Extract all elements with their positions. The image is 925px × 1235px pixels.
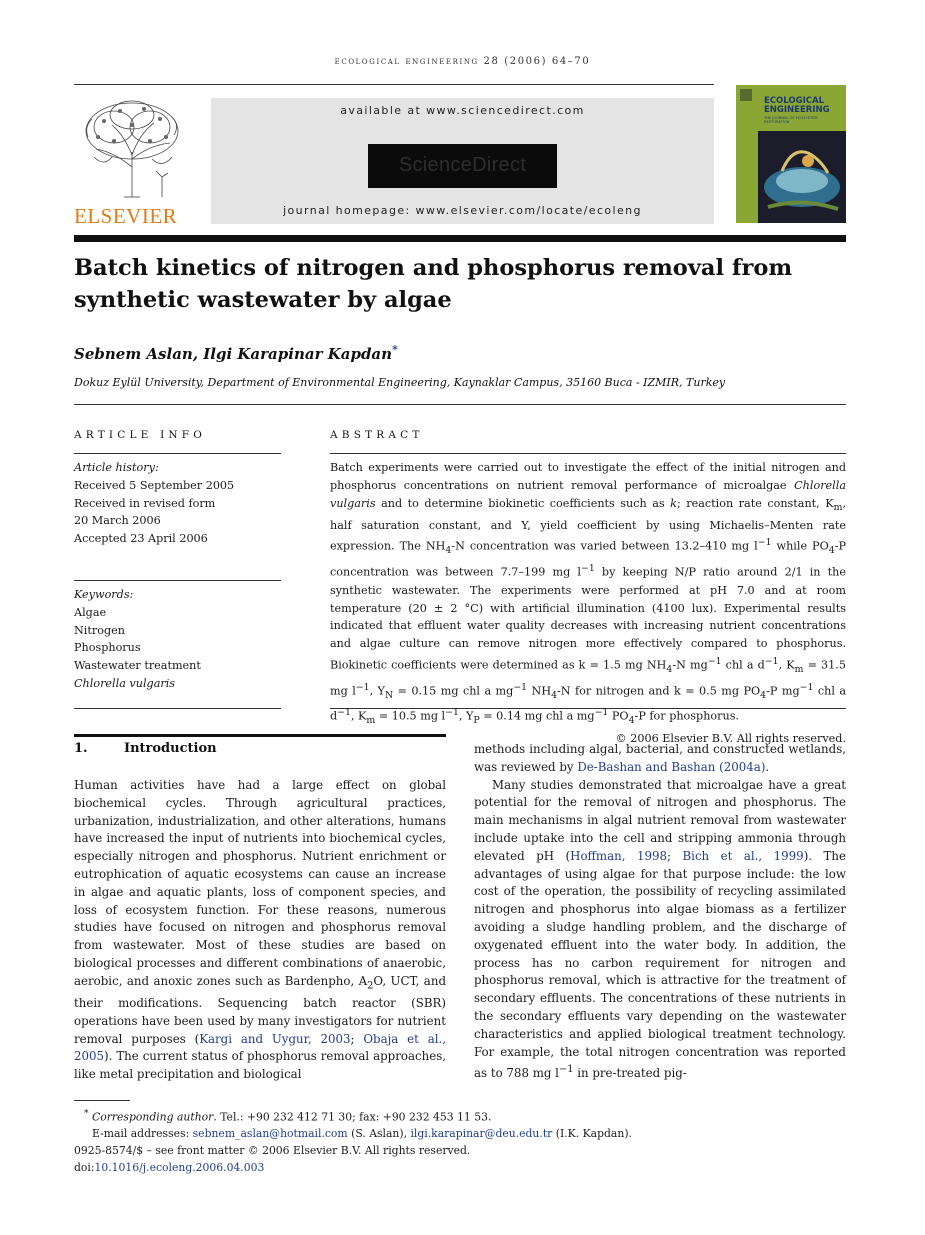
running-head: ecological engineering 28 (2006) 64–70 [334,56,591,67]
email-link-aslan[interactable]: sebnem_aslan@hotmail.com [192,1127,348,1141]
keyword: Wastewater treatment [74,659,201,673]
section-number: 1. [74,741,88,756]
sciencedirect-logo-text: ScienceDirect [398,154,527,176]
author-names: Sebnem Aslan, Ilgi Karapinar Kapdan [74,345,393,363]
article-info-rule-mid [74,580,281,581]
doi-note: doi:10.1016/j.ecoleng.2006.04.003 [74,1160,265,1174]
affiliation-rule [74,404,846,405]
footnotes [74,1106,846,1177]
article-info-heading: ARTICLE INFO [74,429,207,441]
elsevier-logo[interactable] [74,97,190,228]
doi-link[interactable]: 10.1016/j.ecoleng.2006.04.003 [94,1160,265,1174]
ref-hoffman[interactable]: Hoffman, 1998 [570,848,668,863]
ref-bich[interactable]: Bich et al., 1999 [682,848,804,863]
cover-title-line-1: ECOLOGICAL [764,96,824,106]
accepted-date: Accepted 23 April 2006 [74,532,208,546]
section-title: Introduction [124,741,217,756]
abstract-paragraph: Batch experiments were carried out to investigate the effect of the initial nitrogen and phosphorus concentrations on nutrient removal performance of microalgae Chlorella vulgaris and to determine biokinetic coefficients such as k; reaction rate constant, $K_m$, half saturation constant, and Y, yield coefficient by using Michaelis–Menten rate expression. The $NH_4-N$ concentration was varied between 13.2–410 mg $l^{-1}$ while $PO_4-P$ concentration was between 7.7–199 mg $l^{-1}$ by keeping N/P ratio around 2/1 in the synthetic wastewater. The experiments were performed at pH 7.0 and at room temperature (20 ± 2 °C) with artificial illumination (4100 lux). Experimental results indicated that effluent water quality decreases with increasing nutrient concentrations and algae culture can remove nitrogen more effectively compared to phosphorus. Biokinetic coefficients were determined as k = 1.5 mg $NH_4-N$ $mg^{-1}$ chl a $d^{-1}$, $K_m = 31.5$ mg $l^{-1}$, $Y_N = 0.15$ mg chl a $mg^{-1}$ $NH_4-N$ for nitrogen and k = 0.5 mg $PO_4-P$ $mg^{-1}$ chl a $d^{-1}$, $K_m = 10.5$ mg $l^{-1}$, $Y_P = 0.14$ mg chl a $mg^{-1}$ $PO_4-P$ for phosphorus. [330,461,847,727]
article-info-rule-top [74,453,281,454]
abstract-body [330,459,846,748]
journal-cover[interactable] [736,85,846,223]
title-line-2: synthetic wastewater by algae [74,287,452,313]
keyword: Algae [74,605,107,619]
cover-photo-icon [758,131,846,223]
cover-subtitle: THE JOURNAL OF ECOSYSTEM RESTORATION [764,116,818,124]
keywords-label: Keywords: [74,588,134,601]
title-rule [74,235,846,242]
article-info-rule-bottom [74,708,281,709]
elsevier-tree-icon [74,97,190,201]
available-at-link[interactable]: available at www.sciencedirect.com [340,104,585,117]
corresponding-author-note: * Corresponding author. Tel.: +90 232 412 71 30; fax: +90 232 453 11 53. [84,1109,492,1124]
sciencedirect-banner [211,98,714,224]
ref-obaja[interactable]: Obaja et al., 2005 [74,1031,446,1064]
article-title [74,252,846,316]
revised-date: 20 March 2006 [74,514,161,528]
abstract-copyright: © 2006 Elsevier B.V. All rights reserved. [615,732,846,746]
keyword: Nitrogen [74,623,125,637]
email-link-kapdan[interactable]: ilgi.karapinar@deu.edu.tr [410,1127,553,1141]
cover-image [758,131,846,223]
corresponding-author-mark[interactable]: * [392,343,398,356]
article-history [74,459,281,548]
intro-rule [74,734,446,737]
keyword: Phosphorus [74,641,141,655]
abstract-rule-top [330,453,846,454]
affiliation: Dokuz Eylül University, Department of Environmental Engineering, Kaynaklar Campus, 35160 Buca - IZMIR, Turkey [74,376,726,389]
journal-homepage-link[interactable]: journal homepage: www.elsevier.com/locate/ecoleng [283,204,642,217]
intro-paragraph-1: Human activities have had a large effect on global biochemical cycles. Through agricultural practices, urbanization, industrialization, and other alterations, humans have increased the input of nutrients into biochemical cycles, especially nitrogen and phosphorus. Nutrient enrichment or eutrophication of aquatic ecosystems can cause an increase in algae and aquatic plants, loss of component species, and loss of ecosystem function. For these reasons, numerous studies have focused on nitrogen and phosphorus removal from wastewater. Most of these studies are based on biological processes and different combinations of anaerobic, aerobic, and anoxic zones such as Bardenpho, $A_2O$, UCT, and their modifications. Sequencing batch reactor (SBR) operations have been used by many investigators for nutrient removal purposes (Kargi and Uygur, 2003; Obaja et al., 2005). The current status of phosphorus removal approaches, like metal precipitation and biological [74,778,446,1082]
intro-paragraph-1-cont: methods including algal, bacterial, and constructed wetlands, was reviewed by De-Bashan and Bashan (2004a). [474,742,846,774]
cover-title-line-2: ENGINEERING [764,105,830,115]
header-rule [74,84,714,85]
history-label: Article history: [74,461,159,474]
footnote-rule [74,1100,130,1101]
cover-title [764,97,830,115]
keyword: Chlorella vulgaris [74,676,176,690]
section-heading-introduction [74,741,217,756]
intro-paragraph-2: Many studies demonstrated that microalgae have a great potential for the removal of nitrogen and phosphorus. The main mechanisms in algal nutrient removal from wastewater include uptake into the cell and stripping ammonia through elevated pH (Hoffman, 1998; Bich et al., 1999). The advantages of using algae for that purpose include: the low cost of the operation, the possibility of recycling assimilated nitrogen and phosphorus into algae biomass as a fertilizer avoiding a sludge handling problem, and the discharge of oxygenated effluent into the water body. In addition, the process has no carbon requirement for nitrogen and phosphorus removal, which is attractive for the treatment of secondary effluents. The concentrations of these nutrients in the secondary effluents vary depending on the wastewater characteristics and applied biological treatment technology. For example, the total nitrogen concentration was reported as to 788 mg $l^{-1}$ in pre-treated pig- [474,777,846,1081]
body-column-left [74,777,446,1084]
ref-de-bashan[interactable]: De-Bashan and Bashan (2004a) [577,759,766,774]
keywords [74,586,281,693]
authors [74,343,398,363]
elsevier-wordmark: ELSEVIER [74,204,178,228]
ref-kargi-uygur[interactable]: Kargi and Uygur, 2003 [199,1031,351,1046]
body-column-right [474,741,846,1083]
email-note: E-mail addresses: sebnem_aslan@hotmail.com (S. Aslan), ilgi.karapinar@deu.edu.tr (I.K. Kapdan). [92,1127,632,1141]
sciencedirect-logo[interactable] [368,144,557,188]
received-date: Received 5 September 2005 [74,478,235,492]
revised-label: Received in revised form [74,496,216,510]
abstract-heading: ABSTRACT [330,429,424,441]
issn-note: 0925-8574/$ – see front matter © 2006 Elsevier B.V. All rights reserved. [74,1144,471,1158]
cover-elsevier-mark [740,89,752,101]
title-line-1: Batch kinetics of nitrogen and phosphorus removal from [74,255,793,281]
